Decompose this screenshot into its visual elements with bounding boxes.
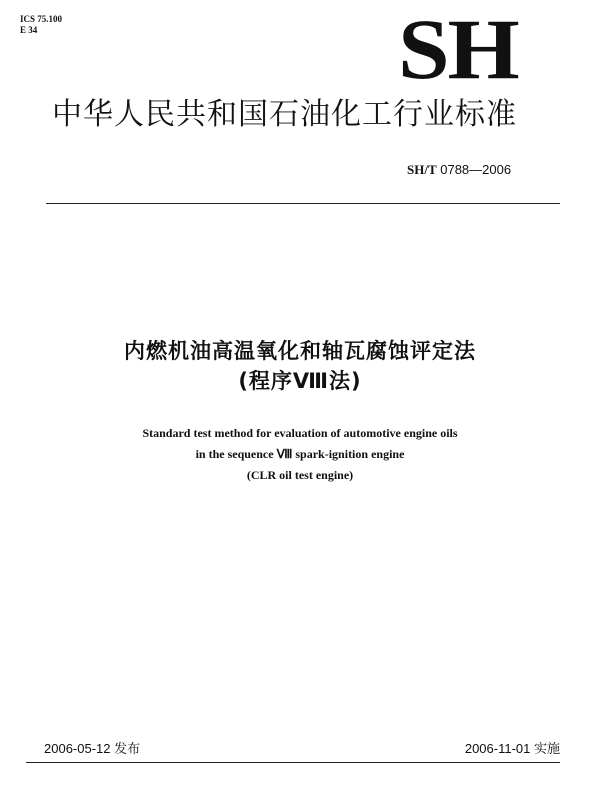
- publish-date: 2006-05-12 发布: [44, 741, 141, 756]
- category-code: E 34: [20, 25, 38, 35]
- english-title-line3: (CLR oil test engine): [246, 468, 354, 482]
- sh-logo: SH: [398, 1, 518, 97]
- ics-code: ICS 75.100: [20, 14, 63, 24]
- standard-title: 中华人民共和国石油化工行业标准: [52, 97, 517, 132]
- standard-number-value: 0788—2006: [436, 162, 512, 177]
- effective-date: 2006-11-01 实施: [464, 741, 560, 756]
- standard-number-prefix: SH/T: [407, 162, 437, 177]
- chinese-title-line2: (程序Ⅷ法): [238, 369, 362, 393]
- top-divider: [46, 203, 560, 204]
- classification-codes: [20, 14, 62, 36]
- chinese-title-line1: 内燃机油高温氧化和轴瓦腐蚀评定法: [124, 339, 476, 363]
- bottom-divider: [26, 762, 560, 763]
- english-title-line1: Standard test method for evaluation of automotive engine oils: [142, 426, 458, 440]
- standard-number: [407, 162, 511, 178]
- english-title-line2: in the sequence Ⅷ spark-ignition engine: [195, 447, 405, 461]
